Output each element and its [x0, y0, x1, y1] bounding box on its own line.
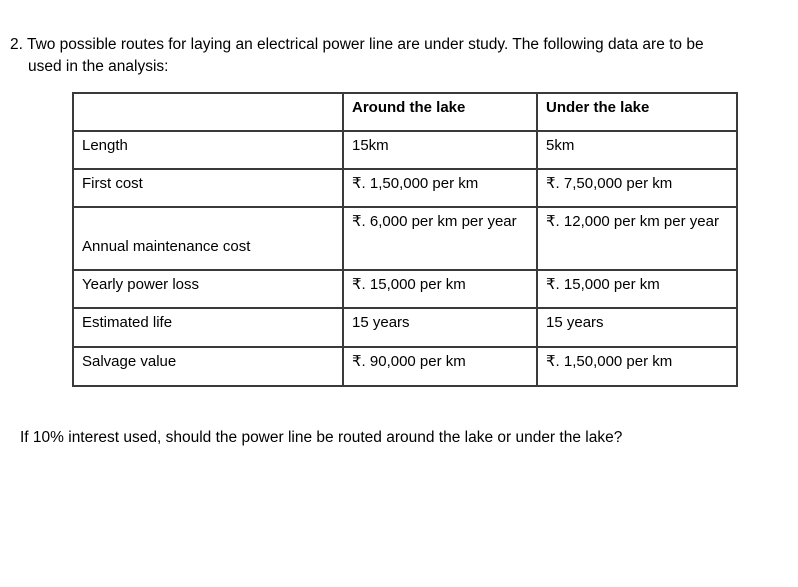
value-cell: 15 years — [343, 308, 537, 347]
value-cell: ₹. 6,000 per km per year — [343, 207, 537, 270]
header-cell: Around the lake — [343, 93, 537, 131]
table-row — [73, 270, 737, 308]
value-cell: ₹. 1,50,000 per km — [343, 169, 537, 207]
question-text — [10, 34, 790, 78]
value-cell: ₹. 12,000 per km per year — [537, 207, 737, 270]
data-table — [72, 92, 738, 387]
row-label-cell: Salvage value — [73, 347, 343, 386]
header-cell: Under the lake — [537, 93, 737, 131]
table-row — [73, 131, 737, 169]
table-header-row — [73, 93, 737, 131]
value-cell: ₹. 15,000 per km — [537, 270, 737, 308]
row-label-cell: Length — [73, 131, 343, 169]
table-row — [73, 308, 737, 347]
value-cell: ₹. 7,50,000 per km — [537, 169, 737, 207]
question-line-2: used in the analysis: — [28, 58, 169, 75]
row-label-cell: Annual maintenance cost — [73, 207, 343, 270]
row-label-cell: Yearly power loss — [73, 270, 343, 308]
table-row — [73, 169, 737, 207]
value-cell: 15 years — [537, 308, 737, 347]
question-line-1: 2. Two possible routes for laying an electrical power line are under study. The following data are to be — [10, 36, 704, 53]
header-cell — [73, 93, 343, 131]
value-cell: ₹. 15,000 per km — [343, 270, 537, 308]
footer-question: If 10% interest used, should the power line be routed around the lake or under the lake? — [20, 429, 623, 446]
value-cell: 15km — [343, 131, 537, 169]
value-cell: ₹. 1,50,000 per km — [537, 347, 737, 386]
value-cell: 5km — [537, 131, 737, 169]
row-label-cell: First cost — [73, 169, 343, 207]
value-cell: ₹. 90,000 per km — [343, 347, 537, 386]
table-row — [73, 347, 737, 386]
row-label-cell: Estimated life — [73, 308, 343, 347]
table-row — [73, 207, 737, 270]
